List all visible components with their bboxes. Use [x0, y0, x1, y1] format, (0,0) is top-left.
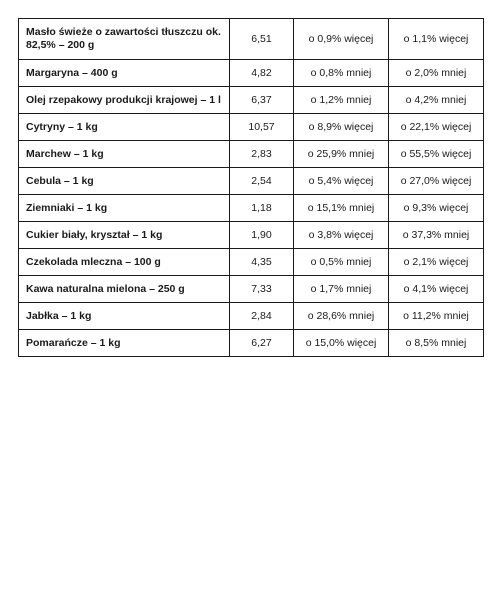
change-1-cell: o 28,6% mniej	[294, 303, 389, 330]
price-cell: 2,54	[230, 168, 294, 195]
change-1-cell: o 8,9% więcej	[294, 114, 389, 141]
table-row	[19, 222, 484, 249]
change-1-cell: o 0,9% więcej	[294, 19, 389, 60]
change-1-cell: o 1,2% mniej	[294, 87, 389, 114]
table-row	[19, 87, 484, 114]
price-cell: 6,27	[230, 330, 294, 357]
table-row	[19, 141, 484, 168]
table-row	[19, 276, 484, 303]
product-name-cell: Jabłka – 1 kg	[19, 303, 230, 330]
price-cell: 7,33	[230, 276, 294, 303]
product-name-cell: Ziemniaki – 1 kg	[19, 195, 230, 222]
price-cell: 1,18	[230, 195, 294, 222]
product-name-cell: Masło świeże o zawartości tłuszczu ok. 82,5% – 200 g	[19, 19, 230, 60]
price-cell: 6,37	[230, 87, 294, 114]
table-row	[19, 168, 484, 195]
price-table	[18, 18, 484, 357]
change-1-cell: o 15,0% więcej	[294, 330, 389, 357]
price-cell: 4,82	[230, 60, 294, 87]
change-2-cell: o 2,1% więcej	[389, 249, 484, 276]
table-row	[19, 195, 484, 222]
price-cell: 4,35	[230, 249, 294, 276]
product-name-cell: Margaryna – 400 g	[19, 60, 230, 87]
change-2-cell: o 4,2% mniej	[389, 87, 484, 114]
change-2-cell: o 9,3% więcej	[389, 195, 484, 222]
product-name-cell: Cukier biały, kryształ – 1 kg	[19, 222, 230, 249]
product-name-cell: Pomarańcze – 1 kg	[19, 330, 230, 357]
table-row	[19, 249, 484, 276]
product-name-cell: Olej rzepakowy produkcji krajowej – 1 l	[19, 87, 230, 114]
change-2-cell: o 8,5% mniej	[389, 330, 484, 357]
price-cell: 2,84	[230, 303, 294, 330]
change-1-cell: o 25,9% mniej	[294, 141, 389, 168]
price-cell: 1,90	[230, 222, 294, 249]
price-table-body	[19, 19, 484, 357]
change-1-cell: o 5,4% więcej	[294, 168, 389, 195]
change-2-cell: o 1,1% więcej	[389, 19, 484, 60]
change-2-cell: o 4,1% więcej	[389, 276, 484, 303]
change-2-cell: o 2,0% mniej	[389, 60, 484, 87]
table-row	[19, 303, 484, 330]
change-1-cell: o 3,8% więcej	[294, 222, 389, 249]
price-cell: 10,57	[230, 114, 294, 141]
change-2-cell: o 55,5% więcej	[389, 141, 484, 168]
price-cell: 2,83	[230, 141, 294, 168]
change-1-cell: o 0,8% mniej	[294, 60, 389, 87]
table-row	[19, 114, 484, 141]
price-cell: 6,51	[230, 19, 294, 60]
table-row	[19, 60, 484, 87]
change-1-cell: o 0,5% mniej	[294, 249, 389, 276]
table-row	[19, 19, 484, 60]
product-name-cell: Kawa naturalna mielona – 250 g	[19, 276, 230, 303]
change-2-cell: o 22,1% więcej	[389, 114, 484, 141]
change-2-cell: o 11,2% mniej	[389, 303, 484, 330]
product-name-cell: Czekolada mleczna – 100 g	[19, 249, 230, 276]
product-name-cell: Cytryny – 1 kg	[19, 114, 230, 141]
product-name-cell: Marchew – 1 kg	[19, 141, 230, 168]
table-row	[19, 330, 484, 357]
change-2-cell: o 37,3% mniej	[389, 222, 484, 249]
change-2-cell: o 27,0% więcej	[389, 168, 484, 195]
change-1-cell: o 1,7% mniej	[294, 276, 389, 303]
product-name-cell: Cebula – 1 kg	[19, 168, 230, 195]
change-1-cell: o 15,1% mniej	[294, 195, 389, 222]
